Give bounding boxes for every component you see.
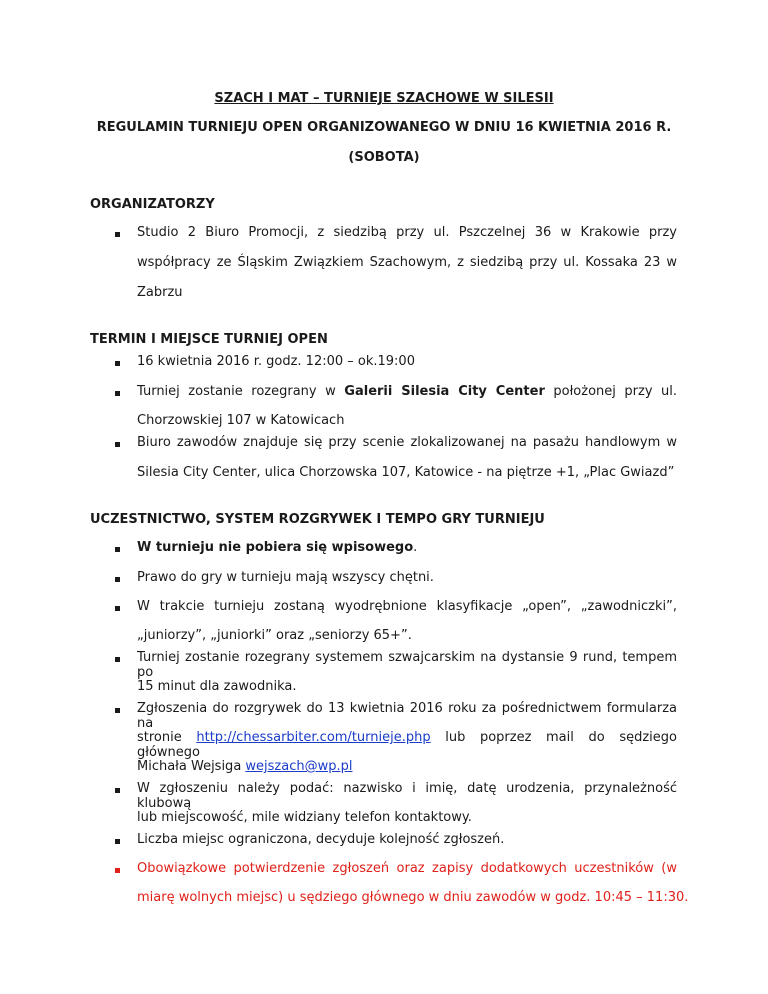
bullet-marker <box>115 788 120 793</box>
term-office-line: Silesia City Center, ulica Chorzowska 107, Katowice - na piętrze +1, „Plac Gwiazd” <box>137 465 675 480</box>
system-line: Turniej zostanie rozegrany systemem szwajcarskim na dystansie 9 rund, tempem po <box>137 650 677 680</box>
limited-places-line: Liczba miejsc ograniczona, decyduje kolejność zgłoszeń. <box>137 832 505 847</box>
registration-line <box>137 759 353 774</box>
period: . <box>413 540 418 555</box>
participation-fee-line <box>137 540 417 555</box>
bullet-marker <box>115 442 120 447</box>
confirmation-notice-line: Obowiązkowe potwierdzenie zgłoszeń oraz zapisy dodatkowych uczestników (w <box>137 861 677 876</box>
venue-name: Galerii Silesia City Center <box>344 384 545 399</box>
bullet-marker <box>115 657 120 662</box>
registration-line <box>137 730 677 760</box>
classification-line: W trakcie turnieju zostaną wyodrębnione klasyfikacje „open”, „zawodniczki”, <box>137 599 677 614</box>
bullet-marker <box>115 868 120 873</box>
bullet-marker <box>115 708 120 713</box>
term-office-line: Biuro zawodów znajduje się przy scenie zlokalizowanej na pasażu handlowym w <box>137 435 677 450</box>
system-line: 15 minut dla zawodnika. <box>137 679 297 694</box>
venue-text: położonej przy ul. <box>553 384 678 399</box>
bullet-marker <box>115 577 120 582</box>
referee-name: Michała Wejsiga <box>137 759 242 774</box>
bullet-marker <box>115 547 120 552</box>
bullet-marker <box>115 606 120 611</box>
bullet-marker <box>115 232 120 237</box>
registration-data-line: lub miejscowość, mile widziany telefon kontaktowy. <box>137 810 472 825</box>
venue-text: Turniej zostanie rozegrany w <box>137 384 336 399</box>
organizers-text-line: Studio 2 Biuro Promocji, z siedzibą przy ul. Pszczelnej 36 w Krakowie przy <box>137 225 677 240</box>
section-heading-term: TERMIN I MIEJSCE TURNIEJ OPEN <box>90 332 328 347</box>
regulation-title: REGULAMIN TURNIEJU OPEN ORGANIZOWANEGO W DNIU 16 KWIETNIA 2016 R. <box>96 120 672 135</box>
participation-right-line: Prawo do gry w turnieju mają wszyscy chętni. <box>137 570 434 585</box>
term-venue-line: Chorzowskiej 107 w Katowicach <box>137 413 345 428</box>
registration-data-line: W zgłoszeniu należy podać: nazwisko i imię, datę urodzenia, przynależność klubową <box>137 781 677 811</box>
chessarbiter-link[interactable]: http://chessarbiter.com/turnieje.php <box>196 730 431 745</box>
classification-line: „juniorzy”, „juniorki” oraz „seniorzy 65+”. <box>137 628 412 643</box>
section-heading-participation: UCZESTNICTWO, SYSTEM ROZGRYWEK I TEMPO GRY TURNIEJU <box>90 512 545 527</box>
confirmation-notice-line: miarę wolnych miejsc) u sędziego głównego w dniu zawodów w godz. 10:45 – 11:30. <box>137 890 689 905</box>
term-venue-line <box>137 384 677 399</box>
organizers-text-line: współpracy ze Śląskim Związkiem Szachowym, z siedzibą przy ul. Kossaka 23 w <box>137 255 677 270</box>
term-date-text: 16 kwietnia 2016 r. godz. 12:00 – ok.19:00 <box>137 354 415 369</box>
bullet-marker <box>115 361 120 366</box>
registration-text: stronie <box>137 730 182 745</box>
document-title: SZACH I MAT – TURNIEJE SZACHOWE W SILESII <box>214 91 554 106</box>
registration-line: Zgłoszenia do rozgrywek do 13 kwietnia 2016 roku za pośrednictwem formularza na <box>137 701 677 731</box>
bullet-marker <box>115 839 120 844</box>
no-fee-text: W turnieju nie pobiera się wpisowego <box>137 540 414 555</box>
section-heading-organizers: ORGANIZATORZY <box>90 197 215 212</box>
bullet-marker <box>115 391 120 396</box>
registration-text: lub poprzez mail do sędziego głównego <box>137 730 677 760</box>
referee-email-link[interactable]: wejszach@wp.pl <box>245 759 353 774</box>
organizers-text-line: Zabrzu <box>137 285 183 300</box>
regulation-subtitle: (SOBOTA) <box>348 150 420 165</box>
